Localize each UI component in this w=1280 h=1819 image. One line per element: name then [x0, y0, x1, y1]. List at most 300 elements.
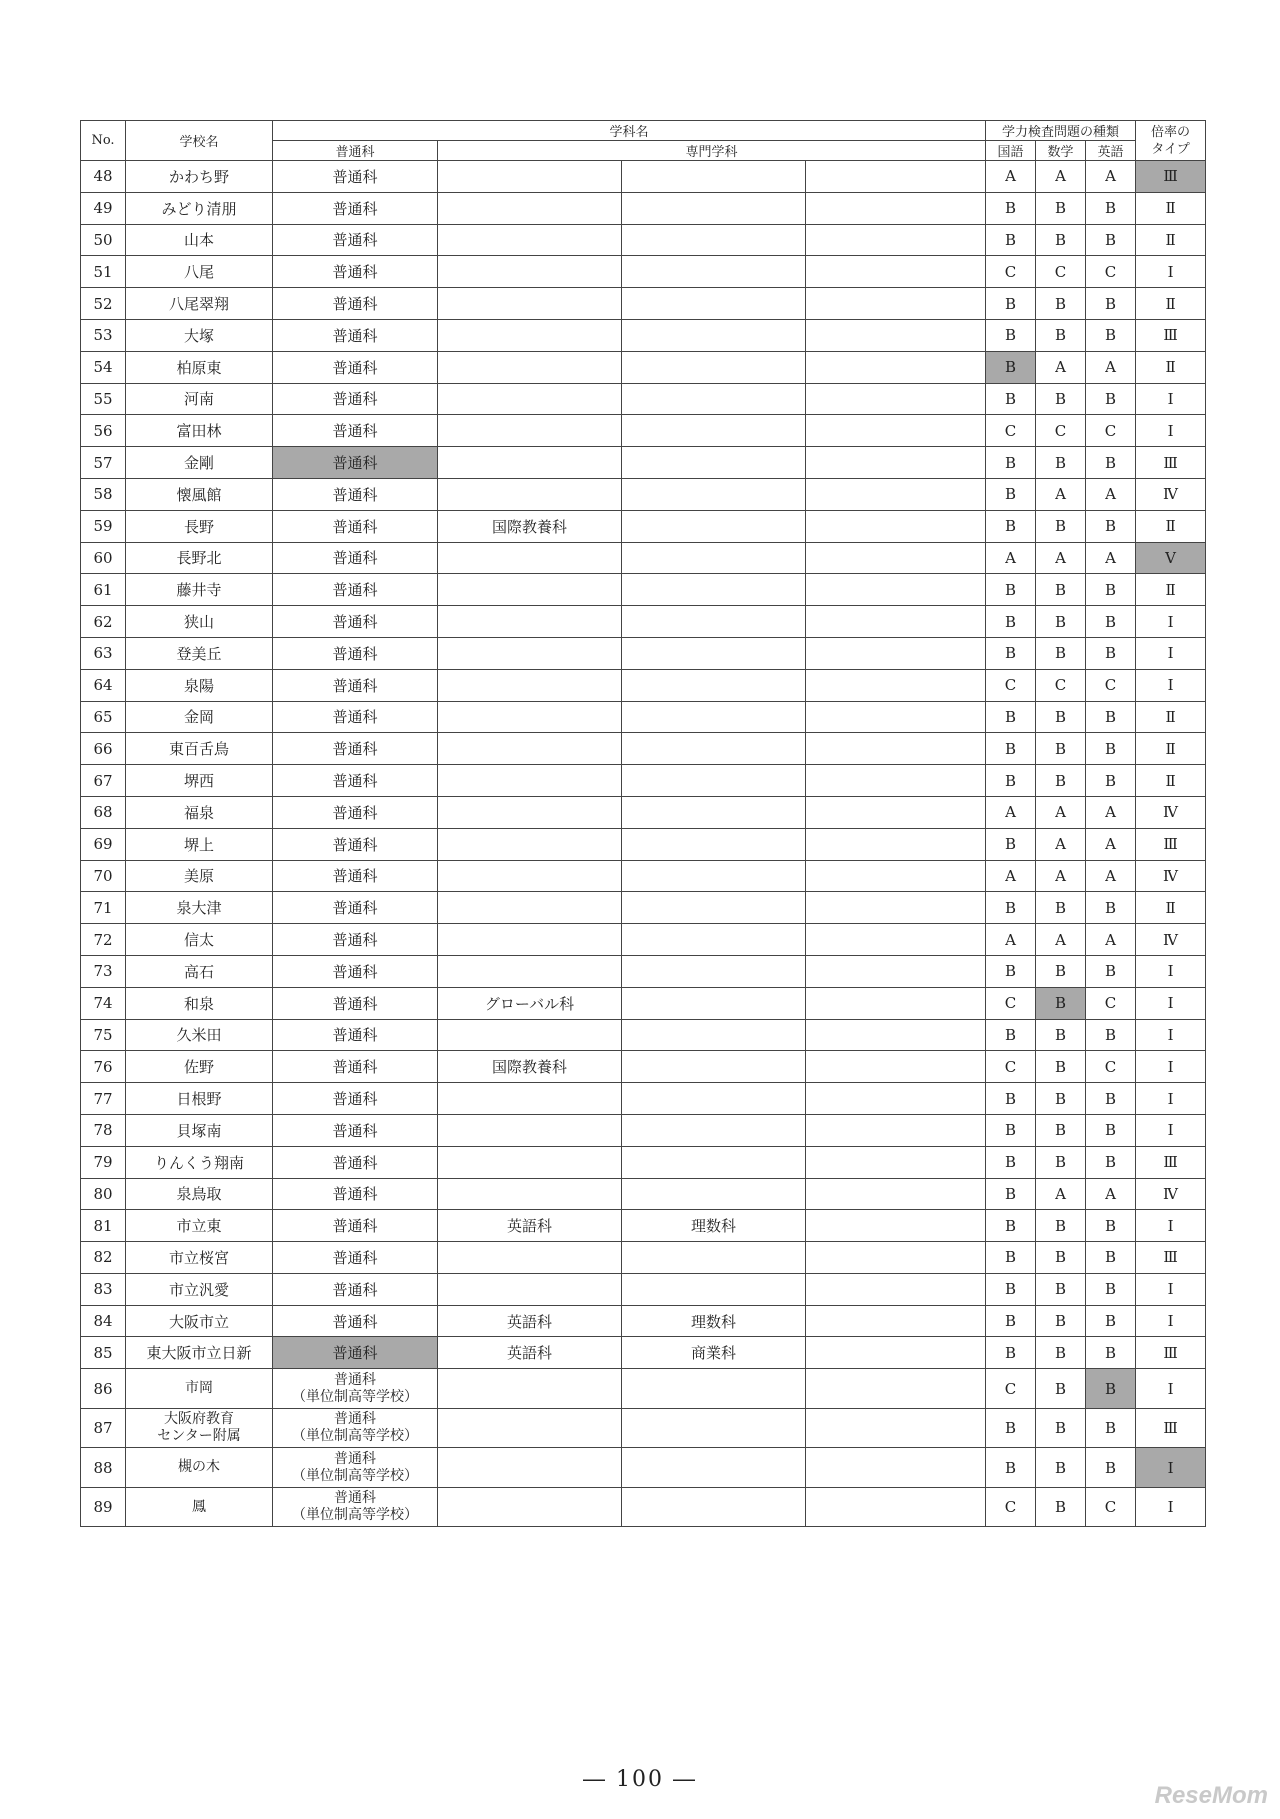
- cell-s3: [806, 637, 986, 669]
- cell-en: B: [1086, 1448, 1136, 1488]
- cell-s2: [622, 383, 806, 415]
- cell-no: 62: [81, 606, 126, 638]
- cell-en: C: [1086, 1051, 1136, 1083]
- cell-ma: B: [1036, 1210, 1086, 1242]
- cell-s3: [806, 319, 986, 351]
- header-school: 学校名: [126, 121, 273, 161]
- cell-s1: [438, 351, 622, 383]
- cell-jp: B: [986, 574, 1036, 606]
- cell-general: [273, 1448, 438, 1488]
- cell-type: Ⅰ: [1136, 1487, 1206, 1527]
- header-english: 英語: [1086, 141, 1136, 161]
- cell-ma: B: [1036, 1487, 1086, 1527]
- cell-s2: [622, 987, 806, 1019]
- cell-school: 堺上: [126, 828, 273, 860]
- cell-jp: B: [986, 383, 1036, 415]
- cell-general: 普通科: [273, 224, 438, 256]
- cell-s3: [806, 828, 986, 860]
- cell-s3: [806, 1083, 986, 1115]
- cell-ma: A: [1036, 828, 1086, 860]
- cell-type: Ⅲ: [1136, 828, 1206, 860]
- school-line1: 市岡: [185, 1380, 213, 1397]
- cell-en: B: [1086, 383, 1136, 415]
- cell-s1: [438, 765, 622, 797]
- cell-ma: B: [1036, 1448, 1086, 1488]
- cell-school: 柏原東: [126, 351, 273, 383]
- cell-en: C: [1086, 987, 1136, 1019]
- cell-no: 51: [81, 256, 126, 288]
- cell-ma: A: [1036, 860, 1086, 892]
- cell-jp: B: [986, 1083, 1036, 1115]
- cell-s2: [622, 1369, 806, 1409]
- table-row: [81, 828, 1206, 860]
- cell-en: B: [1086, 606, 1136, 638]
- cell-s1: 英語科: [438, 1210, 622, 1242]
- cell-ma: B: [1036, 383, 1086, 415]
- cell-en: B: [1086, 955, 1136, 987]
- cell-s2: [622, 192, 806, 224]
- cell-s3: [806, 1273, 986, 1305]
- cell-s2: [622, 1083, 806, 1115]
- cell-ma: B: [1036, 447, 1086, 479]
- cell-jp: A: [986, 860, 1036, 892]
- table-row: [81, 224, 1206, 256]
- cell-no: 75: [81, 1019, 126, 1051]
- cell-school: 日根野: [126, 1083, 273, 1115]
- cell-jp: C: [986, 987, 1036, 1019]
- cell-ma: C: [1036, 415, 1086, 447]
- cell-ma: B: [1036, 224, 1086, 256]
- cell-jp: B: [986, 478, 1036, 510]
- table-row: [81, 319, 1206, 351]
- cell-jp: C: [986, 1369, 1036, 1409]
- cell-s3: [806, 606, 986, 638]
- cell-general: 普通科: [273, 288, 438, 320]
- cell-no: 57: [81, 447, 126, 479]
- cell-ma: B: [1036, 1114, 1086, 1146]
- cell-s2: 理数科: [622, 1305, 806, 1337]
- cell-jp: A: [986, 796, 1036, 828]
- cell-jp: B: [986, 1019, 1036, 1051]
- cell-no: 68: [81, 796, 126, 828]
- general-line1: 普通科: [334, 1450, 376, 1467]
- cell-s1: [438, 892, 622, 924]
- cell-no: 67: [81, 765, 126, 797]
- table-row: [81, 574, 1206, 606]
- cell-s1: [438, 701, 622, 733]
- cell-school: 山本: [126, 224, 273, 256]
- cell-type: Ⅳ: [1136, 924, 1206, 956]
- cell-s3: [806, 288, 986, 320]
- table-row: [81, 733, 1206, 765]
- cell-jp: A: [986, 542, 1036, 574]
- cell-no: 81: [81, 1210, 126, 1242]
- general-line2: （単位制高等学校）: [292, 1428, 418, 1445]
- cell-no: 56: [81, 415, 126, 447]
- table-row: [81, 1273, 1206, 1305]
- cell-s1: [438, 319, 622, 351]
- table-row: [81, 637, 1206, 669]
- cell-en: B: [1086, 319, 1136, 351]
- cell-en: A: [1086, 1178, 1136, 1210]
- cell-general: 普通科: [273, 192, 438, 224]
- cell-en: B: [1086, 224, 1136, 256]
- cell-en: C: [1086, 256, 1136, 288]
- cell-en: B: [1086, 1114, 1136, 1146]
- cell-jp: B: [986, 892, 1036, 924]
- cell-ma: B: [1036, 192, 1086, 224]
- cell-school: [126, 1408, 273, 1448]
- cell-jp: B: [986, 510, 1036, 542]
- header-specialized: 専門学科: [438, 141, 986, 161]
- table-row: [81, 1487, 1206, 1527]
- cell-s3: [806, 1210, 986, 1242]
- cell-s1: [438, 161, 622, 193]
- cell-school: 東大阪市立日新: [126, 1337, 273, 1369]
- cell-s3: [806, 892, 986, 924]
- cell-school: 福泉: [126, 796, 273, 828]
- cell-en: B: [1086, 637, 1136, 669]
- cell-en: A: [1086, 796, 1136, 828]
- cell-s1: [438, 606, 622, 638]
- cell-s3: [806, 669, 986, 701]
- cell-en: B: [1086, 1337, 1136, 1369]
- table-row: [81, 161, 1206, 193]
- cell-school: 懐風館: [126, 478, 273, 510]
- cell-type: Ⅰ: [1136, 955, 1206, 987]
- cell-s1: [438, 1369, 622, 1409]
- cell-s3: [806, 1019, 986, 1051]
- cell-en: C: [1086, 669, 1136, 701]
- table-row: [81, 1146, 1206, 1178]
- cell-ma: B: [1036, 765, 1086, 797]
- cell-s1: [438, 733, 622, 765]
- cell-s2: [622, 256, 806, 288]
- cell-jp: B: [986, 351, 1036, 383]
- school-line1: 鳳: [192, 1498, 206, 1515]
- cell-ma: B: [1036, 733, 1086, 765]
- cell-general: 普通科: [273, 478, 438, 510]
- cell-school: かわち野: [126, 161, 273, 193]
- cell-school: 信太: [126, 924, 273, 956]
- cell-jp: B: [986, 192, 1036, 224]
- cell-no: 76: [81, 1051, 126, 1083]
- cell-s2: [622, 637, 806, 669]
- cell-jp: B: [986, 733, 1036, 765]
- cell-general: 普通科: [273, 860, 438, 892]
- cell-jp: B: [986, 1273, 1036, 1305]
- cell-s2: [622, 319, 806, 351]
- school-line1: 大阪府教育: [164, 1411, 234, 1428]
- cell-s2: [622, 1487, 806, 1527]
- cell-ma: C: [1036, 256, 1086, 288]
- cell-s3: [806, 765, 986, 797]
- cell-s2: [622, 1273, 806, 1305]
- cell-general: 普通科: [273, 1337, 438, 1369]
- cell-type: Ⅱ: [1136, 733, 1206, 765]
- cell-type: Ⅱ: [1136, 892, 1206, 924]
- cell-s3: [806, 478, 986, 510]
- cell-s1: [438, 1487, 622, 1527]
- cell-en: B: [1086, 1083, 1136, 1115]
- cell-s3: [806, 701, 986, 733]
- cell-general: 普通科: [273, 542, 438, 574]
- cell-s3: [806, 955, 986, 987]
- cell-en: B: [1086, 288, 1136, 320]
- cell-s2: [622, 478, 806, 510]
- cell-s1: [438, 1146, 622, 1178]
- cell-school: 八尾: [126, 256, 273, 288]
- cell-s3: [806, 1178, 986, 1210]
- cell-type: Ⅰ: [1136, 1114, 1206, 1146]
- cell-type: Ⅱ: [1136, 701, 1206, 733]
- cell-s3: [806, 1051, 986, 1083]
- cell-ma: B: [1036, 319, 1086, 351]
- cell-type: Ⅰ: [1136, 1210, 1206, 1242]
- cell-s2: [622, 1146, 806, 1178]
- cell-type: Ⅳ: [1136, 860, 1206, 892]
- cell-ma: B: [1036, 955, 1086, 987]
- cell-s1: [438, 383, 622, 415]
- cell-s2: [622, 224, 806, 256]
- cell-general: 普通科: [273, 892, 438, 924]
- general-line1: 普通科: [334, 1371, 376, 1388]
- cell-no: 77: [81, 1083, 126, 1115]
- cell-en: B: [1086, 733, 1136, 765]
- table-row: [81, 669, 1206, 701]
- cell-s1: [438, 1408, 622, 1448]
- cell-jp: B: [986, 1337, 1036, 1369]
- cell-s1: 英語科: [438, 1305, 622, 1337]
- cell-type: Ⅲ: [1136, 161, 1206, 193]
- cell-general: 普通科: [273, 510, 438, 542]
- cell-s3: [806, 1146, 986, 1178]
- cell-type: Ⅴ: [1136, 542, 1206, 574]
- cell-school: りんくう翔南: [126, 1146, 273, 1178]
- cell-jp: B: [986, 1210, 1036, 1242]
- cell-no: 83: [81, 1273, 126, 1305]
- school-line1: 槻の木: [178, 1459, 220, 1476]
- cell-school: 泉鳥取: [126, 1178, 273, 1210]
- cell-ma: B: [1036, 1337, 1086, 1369]
- cell-general: 普通科: [273, 161, 438, 193]
- cell-s1: [438, 542, 622, 574]
- cell-s1: [438, 192, 622, 224]
- cell-jp: C: [986, 415, 1036, 447]
- cell-no: 85: [81, 1337, 126, 1369]
- cell-jp: B: [986, 637, 1036, 669]
- cell-s2: [622, 1448, 806, 1488]
- table-row: [81, 1051, 1206, 1083]
- table-row: [81, 860, 1206, 892]
- general-line2: （単位制高等学校）: [292, 1507, 418, 1524]
- table-row: [81, 1408, 1206, 1448]
- cell-school: 登美丘: [126, 637, 273, 669]
- cell-type: Ⅱ: [1136, 224, 1206, 256]
- cell-school: 長野: [126, 510, 273, 542]
- school-line2: センター附属: [157, 1428, 241, 1445]
- table-row: [81, 256, 1206, 288]
- cell-type: Ⅲ: [1136, 1408, 1206, 1448]
- table-row: [81, 1210, 1206, 1242]
- cell-s2: [622, 669, 806, 701]
- cell-school: 市立東: [126, 1210, 273, 1242]
- cell-en: B: [1086, 1369, 1136, 1409]
- cell-en: B: [1086, 574, 1136, 606]
- table-row: [81, 1019, 1206, 1051]
- cell-s2: [622, 828, 806, 860]
- cell-s3: [806, 1242, 986, 1274]
- page-number: ― 100 ―: [583, 1767, 697, 1792]
- table-row: [81, 924, 1206, 956]
- cell-general: 普通科: [273, 415, 438, 447]
- cell-en: A: [1086, 351, 1136, 383]
- cell-ma: A: [1036, 796, 1086, 828]
- cell-en: A: [1086, 860, 1136, 892]
- cell-en: B: [1086, 1146, 1136, 1178]
- cell-no: 63: [81, 637, 126, 669]
- cell-school: 堺西: [126, 765, 273, 797]
- cell-type: Ⅰ: [1136, 987, 1206, 1019]
- cell-school: 大阪市立: [126, 1305, 273, 1337]
- cell-type: Ⅱ: [1136, 574, 1206, 606]
- cell-s2: [622, 161, 806, 193]
- cell-ma: B: [1036, 1273, 1086, 1305]
- cell-school: 高石: [126, 955, 273, 987]
- cell-s1: [438, 415, 622, 447]
- cell-general: 普通科: [273, 955, 438, 987]
- cell-s3: [806, 351, 986, 383]
- cell-general: 普通科: [273, 1178, 438, 1210]
- cell-type: Ⅱ: [1136, 765, 1206, 797]
- cell-no: 48: [81, 161, 126, 193]
- cell-s1: [438, 955, 622, 987]
- header-ratio-line1: 倍率の: [1151, 124, 1191, 140]
- cell-type: Ⅱ: [1136, 288, 1206, 320]
- cell-jp: B: [986, 955, 1036, 987]
- table-row: [81, 447, 1206, 479]
- cell-s2: [622, 765, 806, 797]
- cell-en: B: [1086, 1273, 1136, 1305]
- cell-s2: [622, 510, 806, 542]
- cell-type: Ⅱ: [1136, 510, 1206, 542]
- cell-ma: B: [1036, 288, 1086, 320]
- cell-en: A: [1086, 478, 1136, 510]
- cell-no: 50: [81, 224, 126, 256]
- cell-jp: B: [986, 828, 1036, 860]
- cell-type: Ⅳ: [1136, 796, 1206, 828]
- cell-type: Ⅰ: [1136, 1369, 1206, 1409]
- cell-ma: A: [1036, 351, 1086, 383]
- cell-s3: [806, 1408, 986, 1448]
- cell-type: Ⅰ: [1136, 1305, 1206, 1337]
- cell-no: 66: [81, 733, 126, 765]
- cell-type: Ⅲ: [1136, 1337, 1206, 1369]
- cell-type: Ⅰ: [1136, 1019, 1206, 1051]
- cell-type: Ⅲ: [1136, 1242, 1206, 1274]
- cell-type: Ⅰ: [1136, 1273, 1206, 1305]
- cell-general: 普通科: [273, 1019, 438, 1051]
- cell-s3: [806, 1305, 986, 1337]
- cell-s3: [806, 161, 986, 193]
- cell-s1: [438, 288, 622, 320]
- cell-general: 普通科: [273, 987, 438, 1019]
- cell-no: 73: [81, 955, 126, 987]
- cell-general: 普通科: [273, 669, 438, 701]
- cell-s3: [806, 447, 986, 479]
- cell-s2: [622, 1019, 806, 1051]
- cell-general: [273, 1369, 438, 1409]
- cell-s2: [622, 701, 806, 733]
- cell-no: 58: [81, 478, 126, 510]
- table-row: [81, 1337, 1206, 1369]
- cell-s1: [438, 574, 622, 606]
- cell-school: みどり清朋: [126, 192, 273, 224]
- cell-type: Ⅰ: [1136, 1083, 1206, 1115]
- cell-no: 59: [81, 510, 126, 542]
- cell-s1: [438, 860, 622, 892]
- cell-s2: [622, 1114, 806, 1146]
- cell-type: Ⅱ: [1136, 351, 1206, 383]
- table-row: [81, 351, 1206, 383]
- cell-s1: [438, 924, 622, 956]
- cell-en: B: [1086, 1019, 1136, 1051]
- cell-general: [273, 1487, 438, 1527]
- cell-ma: B: [1036, 606, 1086, 638]
- cell-en: B: [1086, 701, 1136, 733]
- table-row: [81, 1448, 1206, 1488]
- cell-ma: B: [1036, 637, 1086, 669]
- cell-jp: B: [986, 288, 1036, 320]
- header-ratio-line2: タイプ: [1151, 141, 1190, 157]
- cell-ma: A: [1036, 161, 1086, 193]
- cell-no: 89: [81, 1487, 126, 1527]
- cell-s2: [622, 288, 806, 320]
- cell-school: 泉大津: [126, 892, 273, 924]
- cell-general: 普通科: [273, 1210, 438, 1242]
- table-body: [81, 161, 1206, 1527]
- cell-general: 普通科: [273, 383, 438, 415]
- cell-s3: [806, 860, 986, 892]
- cell-jp: B: [986, 1146, 1036, 1178]
- table-row: [81, 796, 1206, 828]
- cell-general: 普通科: [273, 1305, 438, 1337]
- cell-school: 富田林: [126, 415, 273, 447]
- cell-s2: [622, 955, 806, 987]
- cell-general: 普通科: [273, 1114, 438, 1146]
- cell-type: Ⅲ: [1136, 319, 1206, 351]
- cell-s1: [438, 1273, 622, 1305]
- cell-school: 貝塚南: [126, 1114, 273, 1146]
- cell-school: 和泉: [126, 987, 273, 1019]
- cell-school: 佐野: [126, 1051, 273, 1083]
- cell-type: Ⅰ: [1136, 1051, 1206, 1083]
- cell-s2: [622, 351, 806, 383]
- cell-s3: [806, 415, 986, 447]
- cell-s3: [806, 256, 986, 288]
- general-line2: （単位制高等学校）: [292, 1388, 418, 1405]
- cell-no: 86: [81, 1369, 126, 1409]
- cell-s2: [622, 1178, 806, 1210]
- cell-s1: グローバル科: [438, 987, 622, 1019]
- cell-ma: B: [1036, 1051, 1086, 1083]
- cell-en: A: [1086, 924, 1136, 956]
- cell-s3: [806, 1369, 986, 1409]
- cell-s1: [438, 1083, 622, 1115]
- cell-s3: [806, 383, 986, 415]
- table-row: [81, 1369, 1206, 1409]
- cell-en: B: [1086, 1305, 1136, 1337]
